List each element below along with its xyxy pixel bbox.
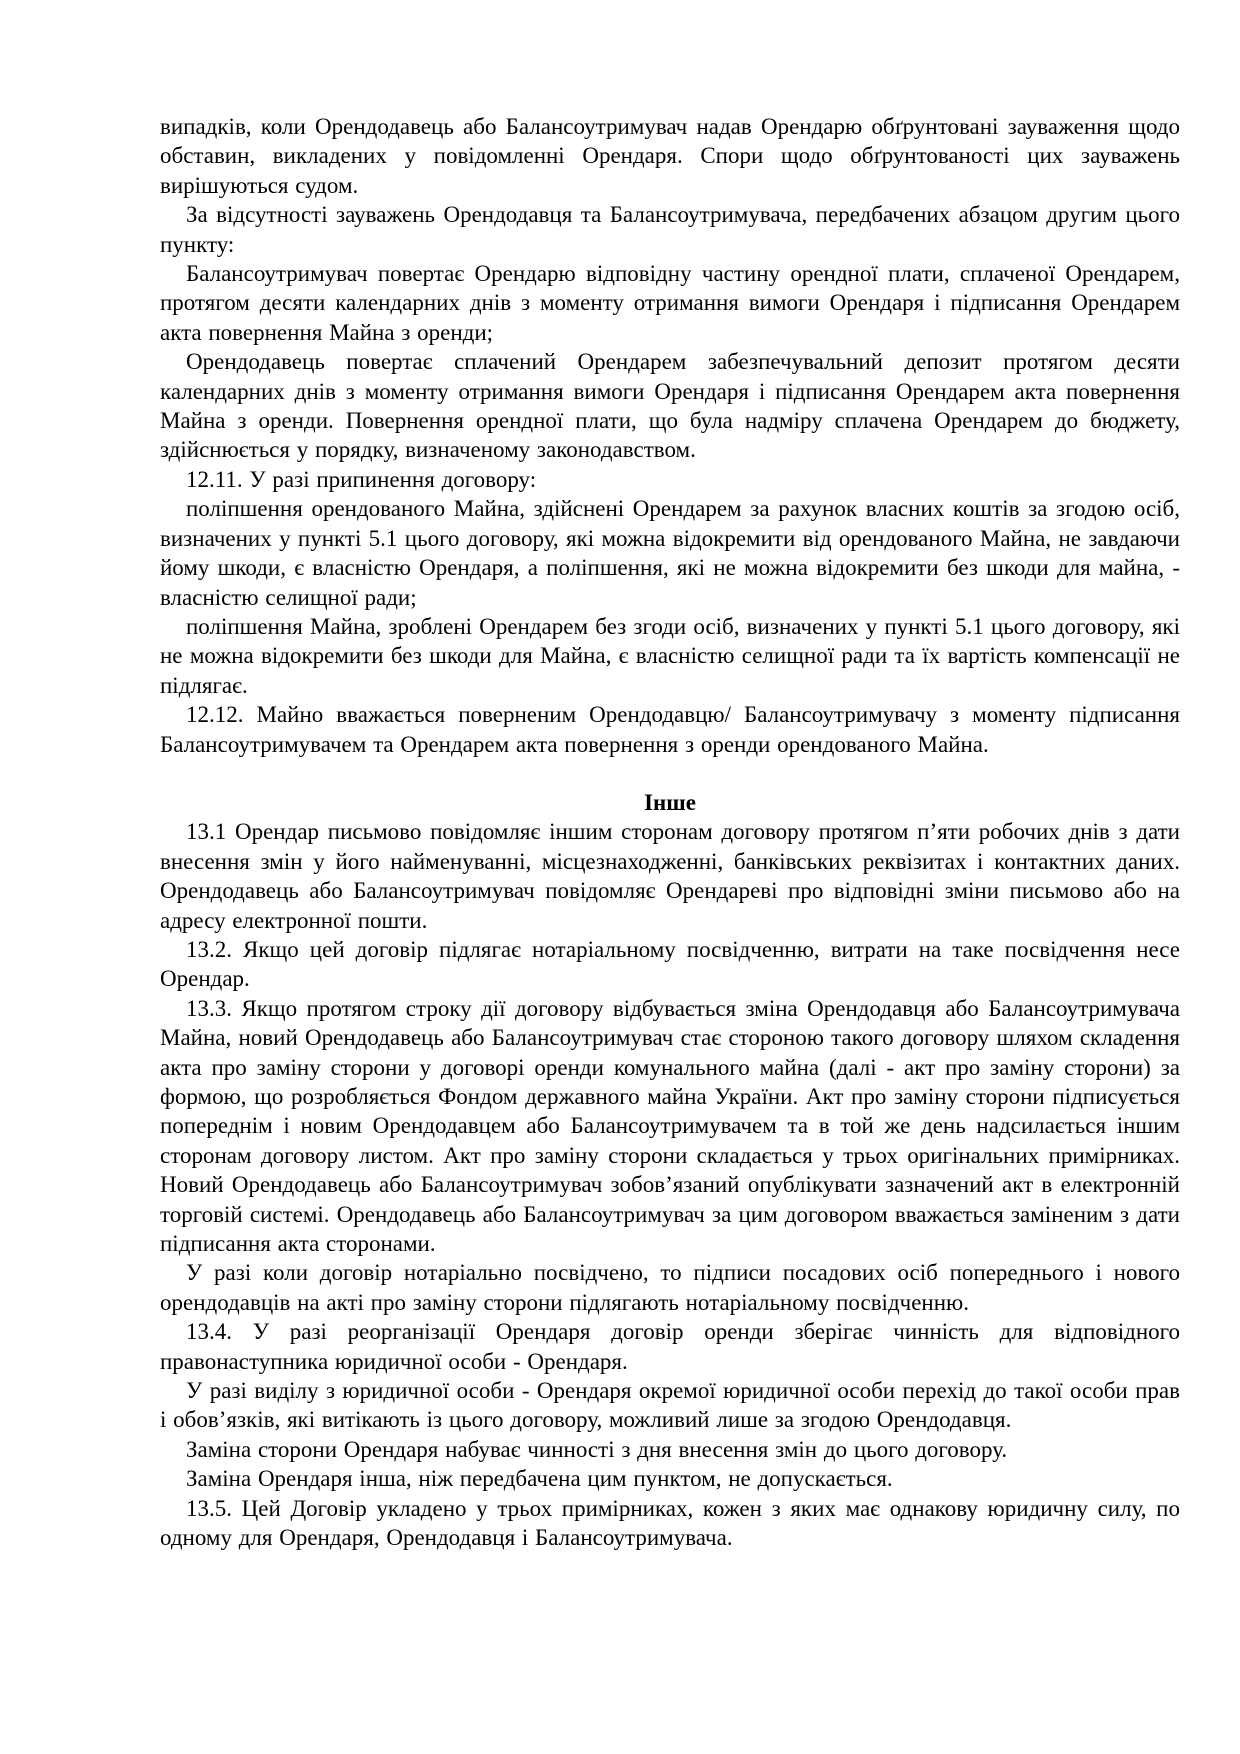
paragraph-clause-13-1: 13.1 Орендар письмово повідомляє іншим сторонам договору протягом п’яти робочих днів з дати внесення змін у його найменуванні, місцезнаходженні, банківських реквізитах і контактних даних. Орендодавець або Балансоутримувач повідомляє Орендареві про відповідні зміни письмово або на адресу електронної пошти. xyxy=(160,819,1180,933)
paragraph-clause-12-12: 12.12. Майно вважається поверненим Орендодавцю/ Балансоутримувачу з моменту підписання Балансоутримувачем та Орендарем акта повернення з оренди орендованого Майна. xyxy=(160,702,1180,757)
paragraph-party-change-effective: Заміна сторони Орендаря набуває чинності з дня внесення змін до цього договору. xyxy=(186,1436,1008,1462)
paragraph-other-change-not-allowed: Заміна Орендаря інша, ніж передбачена цим пунктом, не допускається. xyxy=(186,1466,893,1492)
paragraph-continuation: випадків, коли Орендодавець або Балансоутримувач надав Орендарю обґрунтовані зауваження щодо обставин, викладених у повідомленні Орендаря. Спори щодо обґрунтованості цих зауважень вирішуються судом. xyxy=(160,114,1180,198)
paragraph-clause-13-2: 13.2. Якщо цей договір підлягає нотаріальному посвідченню, витрати на таке посвідчення несе Орендар. xyxy=(160,936,1180,992)
paragraph-clause-13-4: 13.4. У разі реорганізації Орендаря договір оренди зберігає чинність для відповідного правонаступника юридичної особи - Орендаря. xyxy=(160,1319,1180,1374)
paragraph-improvements-with-consent: поліпшення орендованого Майна, здійснені Орендарем за рахунок власних коштів за згодою осіб, визначених у пункті 5.1 цього договору, які можна відокремити від орендованого Майна, не завдаючи йому шкоди, є власністю Орендаря, а поліпшення, які не можна відокремити без шкоди для майна, - власністю селищної ради; xyxy=(160,496,1180,610)
paragraph-clause-13-5: 13.5. Цей Договір укладено у трьох примірниках, кожен з яких має однакову юридичну силу, по одному для Орендаря, Орендодавця і Балансоутримувача. xyxy=(160,1495,1180,1551)
paragraph-clause-12-11: 12.11. У разі припинення договору: xyxy=(186,466,537,492)
paragraph-improvements-without-consent: поліпшення Майна, зроблені Орендарем без згоди осіб, визначених у пункті 5.1 цього договору, які не можна відокремити без шкоди для Майна, є власністю селищної ради та їх вартість компенсації не підлягає. xyxy=(160,613,1180,698)
paragraph-balance-holder-returns: Балансоутримувач повертає Орендарю відповідну частину орендної плати, сплаченої Орендарем, протягом десяти календарних днів з моменту отримання вимоги Орендаря і підписання Орендарем акта повернення Майна з оренди; xyxy=(160,261,1180,345)
paragraph-notarial-certification: У разі коли договір нотаріально посвідчено, то підписи посадових осіб попереднього і нового орендодавців на акті про заміну сторони підлягають нотаріальному посвідченню. xyxy=(160,1260,1180,1315)
paragraph-spin-off-legal-entity: У разі виділу з юридичної особи - Орендаря окремої юридичної особи перехід до такої особи прав і обов’язків, які витікають із цього договору, можливий лише за згодою Орендодавця. xyxy=(160,1378,1180,1433)
paragraph-lessor-returns-deposit: Орендодавець повертає сплачений Орендарем забезпечувальний депозит протягом десяти календарних днів з моменту отримання вимоги Орендаря і підписання Орендарем акта повернення Майна з оренди. Повернення орендної плати, що була надміру сплачена Орендарем до бюджету, здійснюється у порядку, визначеному законодавством. xyxy=(160,349,1180,463)
paragraph-clause-13-3: 13.3. Якщо протягом строку дії договору відбувається зміна Орендодавця або Балансоутримувача Майна, новий Орендодавець або Балансоутримувач стає стороною такого договору шляхом складення акта про заміну сторони у договорі оренди комунального майна (далі - акт про заміну сторони) за формою, що розробляється Фондом державного майна України. Акт про заміну сторони підписується попереднім і новим Орендодавцем або Балансоутримувачем та в той же день надсилається іншим сторонам договору листом. Акт про заміну сторони складається у трьох оригінальних примірниках. Новий Орендодавець або Балансоутримувач зобов’язаний опублікувати зазначений акт в електронній торговій системі. Орендодавець або Балансоутримувач за цим договором вважається заміненим з дати підписання акта сторонами. xyxy=(160,995,1180,1257)
section-heading-other: Інше xyxy=(644,789,696,815)
paragraph-no-objections: За відсутності зауважень Орендодавця та Балансоутримувача, передбачених абзацом другим цього пункту: xyxy=(160,202,1180,257)
